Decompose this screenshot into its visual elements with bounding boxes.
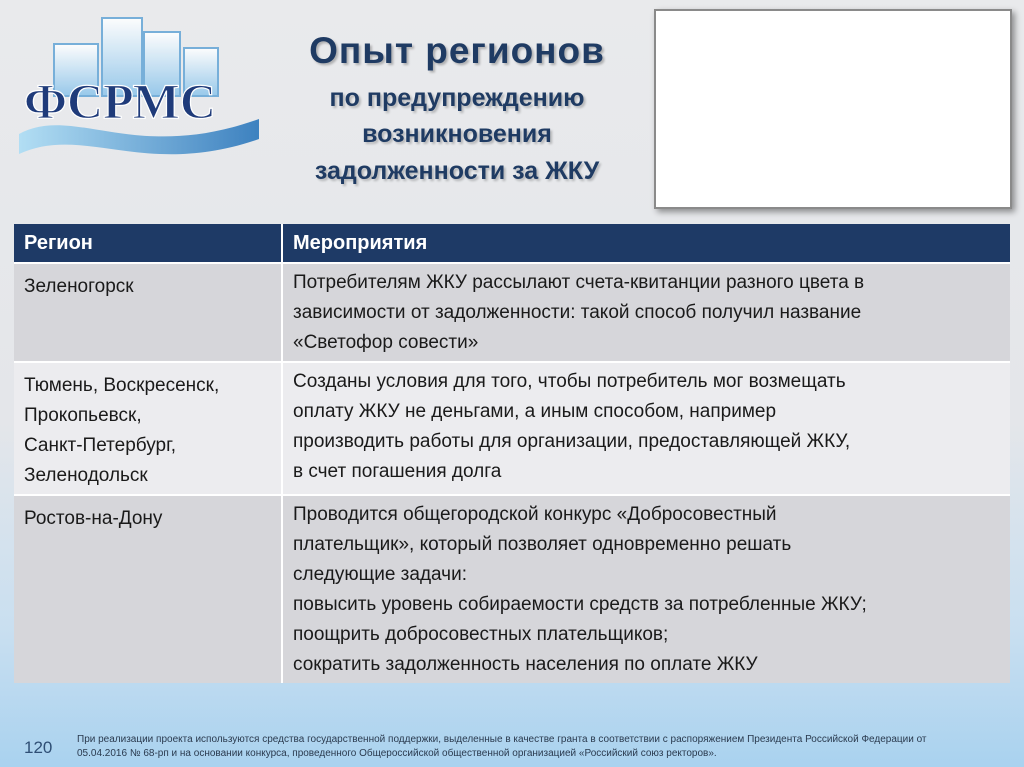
region-line: Зеленогорск: [24, 276, 134, 297]
measures-cell: [282, 263, 1010, 362]
header-measures: Мероприятия: [282, 224, 1010, 263]
logo-text: ФСРМС: [24, 73, 216, 129]
region-line: Зеленодольск: [24, 465, 148, 486]
region-cell: [14, 495, 282, 683]
measures-line: зависимости от задолженности: такой способ получил название: [293, 302, 862, 323]
slide-title: [262, 30, 652, 189]
footnote-line: 05.04.2016 № 68-рп и на основании конкурса, проведенного Общероссийской общественной организацией «Российский союз ректоров».: [77, 748, 717, 759]
region-cell: [14, 263, 282, 362]
region-cell: [14, 362, 282, 495]
regions-table: [14, 224, 1010, 683]
table-header-row: [14, 224, 1010, 263]
measures-line: сократить задолженность населения по оплате ЖКУ: [293, 654, 758, 675]
table-row: [14, 495, 1010, 683]
header-region: Регион: [14, 224, 282, 263]
measures-line: Созданы условия для того, чтобы потребитель мог возмещать: [293, 371, 846, 392]
region-line: Прокопьевск,: [24, 405, 142, 426]
measures-line: Проводится общегородской конкурс «Добросовестный: [293, 504, 777, 525]
measures-cell: [282, 495, 1010, 683]
page-number: 120: [24, 738, 53, 757]
measures-cell: [282, 362, 1010, 495]
footnote-line: При реализации проекта используются средства государственной поддержки, выделенные в качестве гранта в соответствии с распоряжением Президента Российской Федерации от: [77, 734, 927, 745]
grant-footnote: [77, 733, 1002, 761]
measures-line: Потребителям ЖКУ рассылают счета-квитанции разного цвета в: [293, 272, 865, 293]
title-line: задолженности за ЖКУ: [314, 156, 600, 185]
title-main: Опыт регионов: [309, 30, 605, 71]
table-row: [14, 362, 1010, 495]
table-row: [14, 263, 1010, 362]
measures-line: следующие задачи:: [293, 564, 467, 585]
measures-line: «Светофор совести»: [293, 332, 479, 353]
measures-line: в счет погашения долга: [293, 461, 502, 482]
region-line: Ростов-на-Дону: [24, 508, 163, 529]
region-line: Тюмень, Воскресенск,: [24, 375, 220, 396]
measures-line: производить работы для организации, предоставляющей ЖКУ,: [293, 431, 851, 452]
fsrms-logo: [14, 14, 264, 164]
measures-line: повысить уровень собираемости средств за потребленные ЖКУ;: [293, 594, 867, 615]
title-subtitle: [262, 80, 652, 189]
image-placeholder-frame: [654, 9, 1012, 209]
title-line: по предупреждению: [329, 84, 585, 112]
measures-line: оплату ЖКУ не деньгами, а иным способом, например: [293, 401, 777, 422]
title-line: возникновения: [362, 120, 552, 149]
measures-line: плательщик», который позволяет одновременно решать: [293, 534, 792, 555]
measures-line: поощрить добросовестных плательщиков;: [293, 624, 669, 645]
region-line: Санкт-Петербург,: [24, 435, 176, 456]
